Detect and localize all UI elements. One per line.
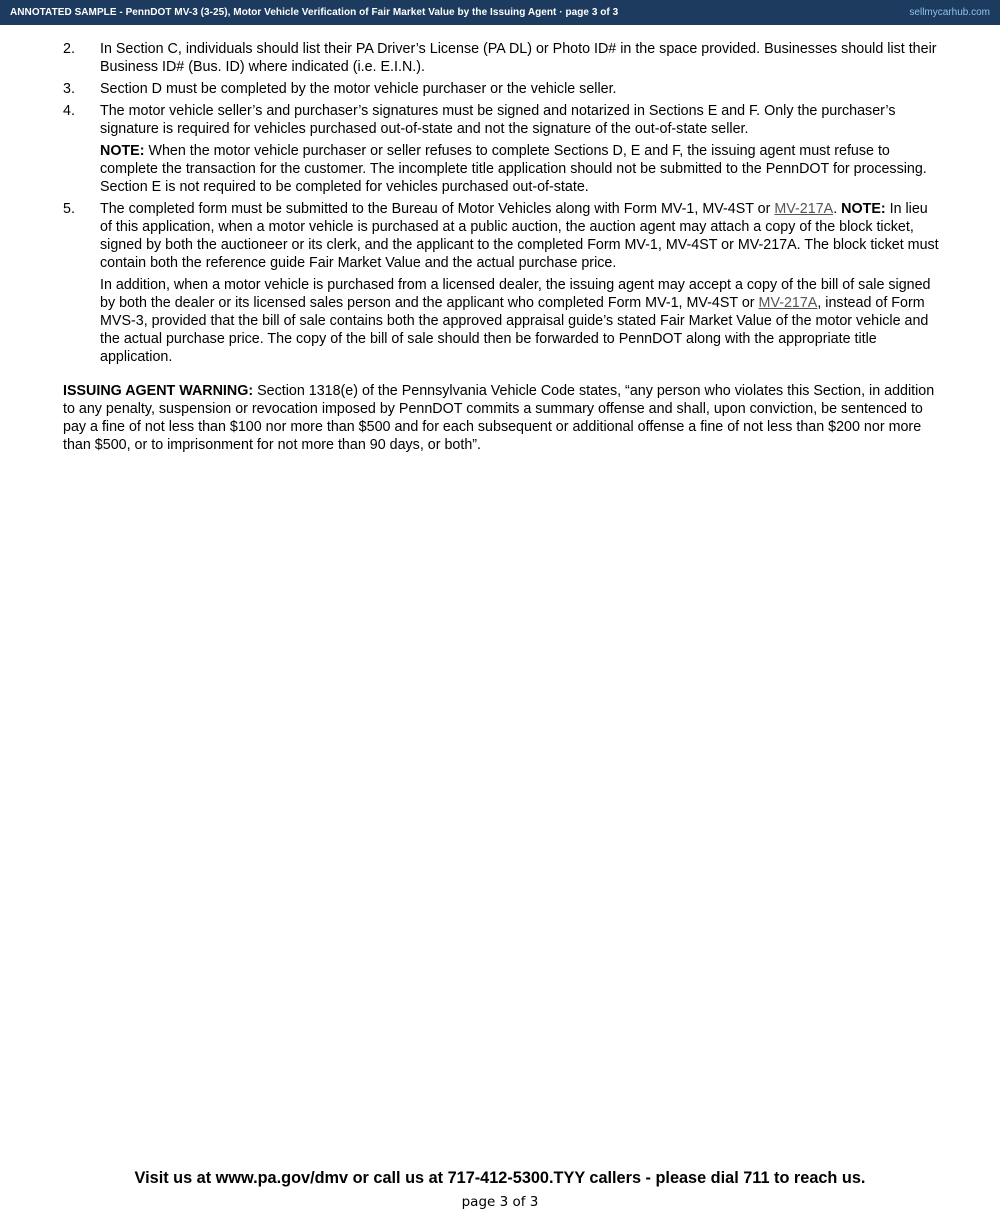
paragraph-text-part: , instead of Form MVS-3, provided that the bill of sale contains both the approved appraisal guide’s stated Fair Market Value of the motor vehicle and the actual purchase price. The copy of the bill of sale should then be forwarded to PennDOT along with the appropriate title application. [100, 295, 929, 365]
item-number: 3. [63, 81, 75, 97]
item-text: In Section C, individuals should list their PA Driver’s License (PA DL) or Photo ID# in the space provided. Businesses should list their Business ID# (Bus. ID) where indicated (i.e. E.I.N.). [100, 41, 937, 75]
warning-text: Section 1318(e) of the Pennsylvania Vehicle Code states, “any person who violates this Section, in addition to any penalty, suspension or revocation imposed by PennDOT commits a summary offense and shall, upon conviction, be sentenced to pay a fine of not less than $100 nor more than $500 and for each subsequent or additional offense a fine of not less than $200 nor more than $500, or to imprisonment for not more than 90 days, or both”. [63, 383, 935, 453]
note-text: When the motor vehicle purchaser or seller refuses to complete Sections D, E and F, the issuing agent must refuse to complete the transaction for the customer. The incomplete title application should not be submitted to the PennDOT for processing. Section E is not required to be completed for vehicles purchased out-of-state. [100, 143, 927, 195]
mv-217a-link[interactable]: MV-217A [774, 201, 834, 217]
item-text [100, 200, 939, 272]
note-label: NOTE: [841, 201, 886, 217]
document-body [63, 40, 939, 454]
item-text: Section D must be completed by the motor vehicle purchaser or the vehicle seller. [100, 81, 617, 97]
item-number: 5. [63, 201, 75, 217]
item-text-part: The completed form must be submitted to the Bureau of Motor Vehicles along with Form MV-1, MV-4ST or [100, 201, 775, 217]
mv-217a-link[interactable]: MV-217A [758, 295, 818, 311]
footer-contact: Visit us at www.pa.gov/dmv or call us at 717-412-5300.TYY callers - please dial 711 to reach us. [134, 1169, 866, 1187]
page-number: page 3 of 3 [461, 1194, 539, 1210]
item-number: 4. [63, 103, 75, 119]
additional-paragraph [100, 276, 939, 366]
item-text-part: . [833, 201, 842, 217]
list-item [63, 102, 939, 196]
warning-label: ISSUING AGENT WARNING: [63, 383, 254, 399]
header-title: ANNOTATED SAMPLE - PennDOT MV-3 (3-25), Motor Vehicle Verification of Fair Market Value by the Issuing Agent · page 3 of 3 [10, 7, 619, 18]
list-item [63, 200, 939, 366]
list-item [63, 40, 939, 76]
item-text: The motor vehicle seller’s and purchaser’s signatures must be signed and notarized in Sections E and F. Only the purchaser’s signature is required for vehicles purchased out-of-state and not the signature of the out-of-state seller. [100, 103, 896, 137]
note-paragraph [100, 142, 939, 196]
list-item [63, 80, 939, 98]
note-label: NOTE: [100, 143, 145, 159]
site-link[interactable]: sellmycarhub.com [909, 7, 990, 18]
item-number: 2. [63, 41, 75, 57]
paragraph-text-part: In addition, when a motor vehicle is purchased from a licensed dealer, the issuing agent may accept a copy of the bill of sale signed by both the dealer or its licensed sales person and the applicant who completed Form MV-1, MV-4ST or [100, 277, 931, 311]
item-text-part: In lieu of this application, when a motor vehicle is purchased at a public auction, the auction agent may attach a copy of the block ticket, signed by both the auctioneer or its clerk, and the applicant to the completed Form MV-1, MV-4ST or MV-217A. The block ticket must contain both the reference guide Fair Market Value and the actual purchase price. [100, 201, 939, 271]
issuing-agent-warning [63, 382, 939, 454]
header-bar [0, 0, 1000, 25]
